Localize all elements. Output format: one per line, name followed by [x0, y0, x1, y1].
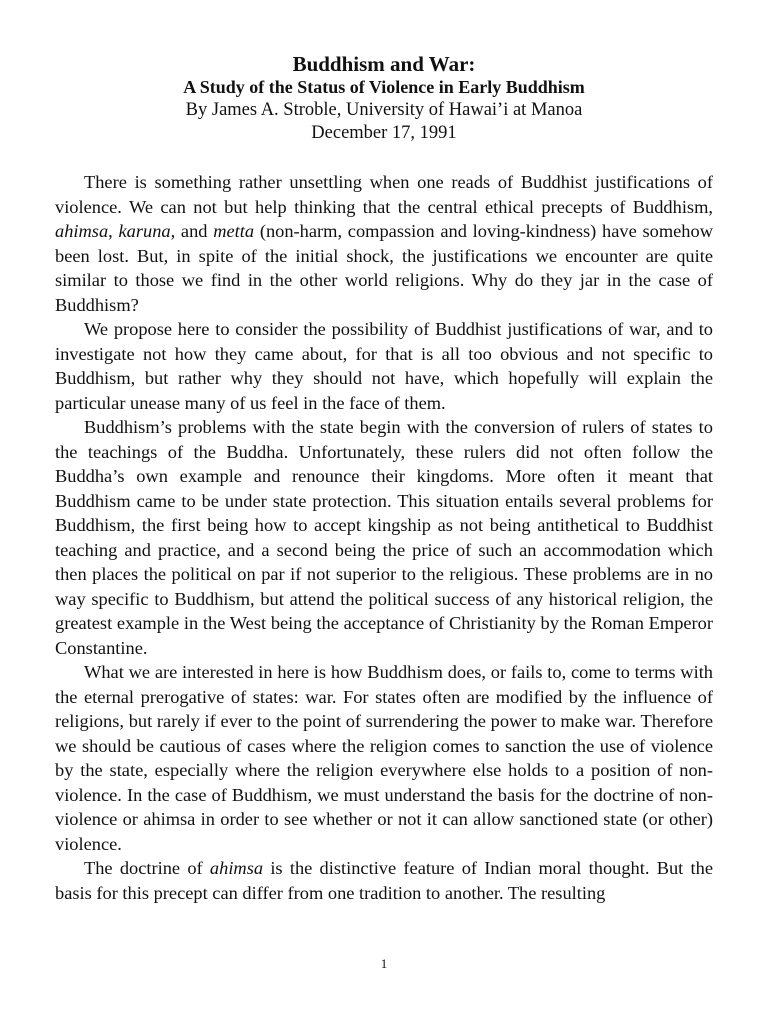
pali-term: ahimsa — [55, 221, 109, 241]
paragraph-text: , and — [170, 221, 214, 241]
document-header — [0, 52, 768, 145]
paragraph-text: There is something rather unsettling when one reads of Buddhist justifications of violence. We can not but help thinking that the central ethical precepts of Buddhism, — [55, 172, 713, 217]
paragraph-2: We propose here to consider the possibility of Buddhist justifications of war, and to investigate not how they came about, for that is all too obvious and not specific to Buddhism, but rather why they should not have, which hopefully will explain the particular unease many of us feel in the face of them. — [55, 319, 713, 413]
paper-title: Buddhism and War: — [292, 52, 476, 76]
author-byline: By James A. Stroble, University of Hawai’i at Manoa — [185, 100, 583, 120]
paragraph-4: What we are interested in here is how Buddhism does, or fails to, come to terms with the eternal prerogative of states: war. For states often are modified by the influence of religions, but rarely if ever to the point of surrendering the power to make war. Therefore we should be cautious of cases where the religion comes to sanction the use of violence by the state, especially where the religion everywhere else holds to a position of non-violence. In the case of Buddhism, we must understand the basis for the doctrine of non-violence or ahimsa in order to see whether or not it can allow sanctioned state (or other) violence. — [55, 662, 713, 854]
pali-term: karuna — [118, 221, 171, 241]
pali-term: metta — [213, 221, 255, 241]
paper-date: December 17, 1991 — [311, 123, 457, 143]
paragraph-5 — [55, 856, 713, 905]
paragraph-text: , — [108, 221, 119, 241]
paragraph-text: is the distinctive feature of Indian moral thought. But the basis for this precept can differ from one tradition to another. The resulting — [55, 858, 713, 903]
pali-term: ahimsa — [209, 858, 264, 878]
paragraph-1 — [55, 170, 713, 317]
body-text — [55, 170, 713, 905]
paragraph-3: Buddhism’s problems with the state begin with the conversion of rulers of states to the teachings of the Buddha. Unfortunately, these rulers did not often follow the Buddha’s own example and renounce their kingdoms. More often it meant that Buddhism came to be under state protection. This situation entails several problems for Buddhism, the first being how to accept kingship as not being antithetical to Buddhist teaching and practice, and a second being the price of such an accommodation which then places the political on par if not superior to the religious. These problems are in no way specific to Buddhism, but attend the political success of any historical religion, the greatest example in the West being the acceptance of Christianity by the Roman Emperor Constantine. — [55, 417, 713, 658]
paragraph-text: The doctrine of — [84, 858, 210, 878]
paragraph-text: (non-harm, compassion and loving-kindness) have somehow been lost. But, in spite of the initial shock, the justifications we encounter are quite similar to those we find in the other world religions. Why do they jar in the case of Buddhism? — [55, 221, 713, 315]
page-number: 1 — [380, 956, 388, 971]
paper-subtitle: A Study of the Status of Violence in Early Buddhism — [183, 77, 585, 97]
